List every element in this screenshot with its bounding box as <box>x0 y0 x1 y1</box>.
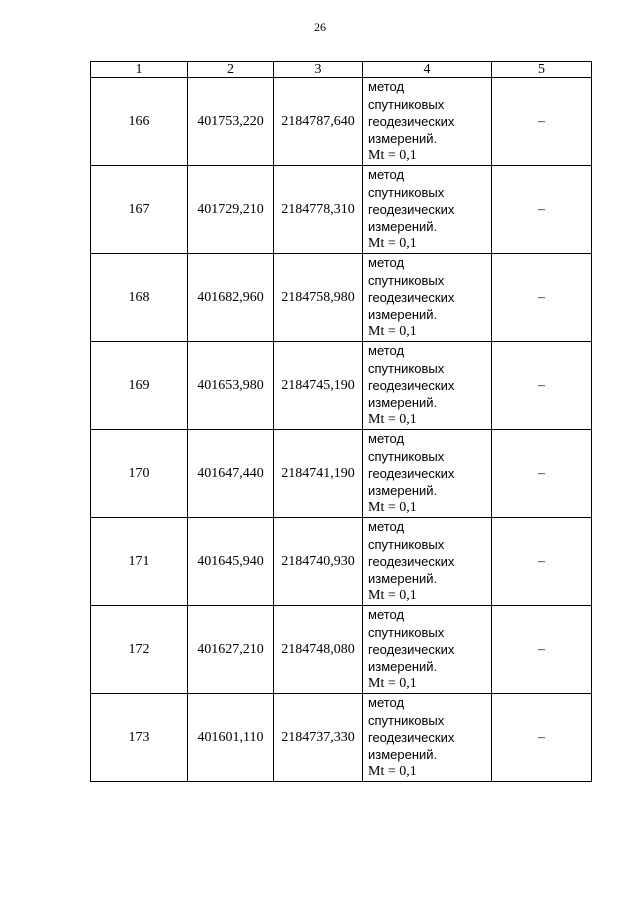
column-header-3: 3 <box>274 62 363 78</box>
method-cell <box>363 606 492 694</box>
point-number-cell: 167 <box>91 166 188 254</box>
column-header-2: 2 <box>188 62 274 78</box>
method-cell <box>363 78 492 166</box>
x-coordinate-cell: 401647,440 <box>188 430 274 518</box>
table-row <box>91 166 592 254</box>
y-coordinate-cell: 2184745,190 <box>274 342 363 430</box>
method-line: спутниковых <box>368 96 445 112</box>
note-cell: – <box>492 342 592 430</box>
method-line: геодезических <box>368 465 455 481</box>
method-line: измерений. <box>368 483 438 499</box>
table-row <box>91 518 592 606</box>
x-coordinate-cell: 401627,210 <box>188 606 274 694</box>
table-row <box>91 694 592 782</box>
point-number-cell: 166 <box>91 78 188 166</box>
table-body <box>91 78 592 782</box>
note-cell: – <box>492 78 592 166</box>
x-coordinate-cell: 401653,980 <box>188 342 274 430</box>
method-cell <box>363 430 492 518</box>
point-number-cell: 169 <box>91 342 188 430</box>
accuracy-value: Mt = 0,1 <box>368 588 417 604</box>
method-line: измерений. <box>368 307 438 323</box>
method-line: геодезических <box>368 641 455 657</box>
y-coordinate-cell: 2184758,980 <box>274 254 363 342</box>
method-line: метод <box>368 695 405 711</box>
accuracy-value: Mt = 0,1 <box>368 764 417 780</box>
point-number-cell: 171 <box>91 518 188 606</box>
accuracy-value: Mt = 0,1 <box>368 148 417 164</box>
accuracy-value: Mt = 0,1 <box>368 324 417 340</box>
method-line: измерений. <box>368 659 438 675</box>
method-line: геодезических <box>368 729 455 745</box>
column-header-5: 5 <box>492 62 592 78</box>
method-line: метод <box>368 431 405 447</box>
method-cell <box>363 342 492 430</box>
y-coordinate-cell: 2184737,330 <box>274 694 363 782</box>
method-line: геодезических <box>368 201 455 217</box>
method-line: метод <box>368 519 405 535</box>
method-line: измерений. <box>368 571 438 587</box>
x-coordinate-cell: 401601,110 <box>188 694 274 782</box>
note-cell: – <box>492 430 592 518</box>
method-cell <box>363 254 492 342</box>
table-row <box>91 342 592 430</box>
y-coordinate-cell: 2184748,080 <box>274 606 363 694</box>
y-coordinate-cell: 2184778,310 <box>274 166 363 254</box>
point-number-cell: 170 <box>91 430 188 518</box>
method-line: измерений. <box>368 747 438 763</box>
accuracy-value: Mt = 0,1 <box>368 412 417 428</box>
method-line: геодезических <box>368 553 455 569</box>
method-line: спутниковых <box>368 272 445 288</box>
table-row <box>91 78 592 166</box>
note-cell: – <box>492 606 592 694</box>
column-header-1: 1 <box>91 62 188 78</box>
column-header-4: 4 <box>363 62 492 78</box>
note-cell: – <box>492 254 592 342</box>
method-cell <box>363 694 492 782</box>
method-line: метод <box>368 79 405 95</box>
method-line: спутниковых <box>368 712 445 728</box>
method-line: спутниковых <box>368 624 445 640</box>
method-line: измерений. <box>368 131 438 147</box>
method-line: геодезических <box>368 113 455 129</box>
point-number-cell: 173 <box>91 694 188 782</box>
method-line: спутниковых <box>368 536 445 552</box>
note-cell: – <box>492 694 592 782</box>
note-cell: – <box>492 518 592 606</box>
x-coordinate-cell: 401645,940 <box>188 518 274 606</box>
note-cell: – <box>492 166 592 254</box>
table-header-row <box>91 62 592 78</box>
table-row <box>91 606 592 694</box>
accuracy-value: Mt = 0,1 <box>368 676 417 692</box>
x-coordinate-cell: 401682,960 <box>188 254 274 342</box>
y-coordinate-cell: 2184787,640 <box>274 78 363 166</box>
method-line: измерений. <box>368 219 438 235</box>
x-coordinate-cell: 401729,210 <box>188 166 274 254</box>
method-line: измерений. <box>368 395 438 411</box>
method-line: метод <box>368 255 405 271</box>
method-line: спутниковых <box>368 448 445 464</box>
method-line: метод <box>368 343 405 359</box>
method-line: метод <box>368 167 405 183</box>
method-line: геодезических <box>368 377 455 393</box>
method-line: спутниковых <box>368 360 445 376</box>
method-line: геодезических <box>368 289 455 305</box>
y-coordinate-cell: 2184741,190 <box>274 430 363 518</box>
accuracy-value: Mt = 0,1 <box>368 500 417 516</box>
coordinates-table <box>90 61 592 782</box>
x-coordinate-cell: 401753,220 <box>188 78 274 166</box>
accuracy-value: Mt = 0,1 <box>368 236 417 252</box>
table-row <box>91 254 592 342</box>
table-row <box>91 430 592 518</box>
method-line: метод <box>368 607 405 623</box>
method-line: спутниковых <box>368 184 445 200</box>
method-cell <box>363 518 492 606</box>
page-number: 26 <box>314 20 326 34</box>
method-cell <box>363 166 492 254</box>
point-number-cell: 172 <box>91 606 188 694</box>
point-number-cell: 168 <box>91 254 188 342</box>
y-coordinate-cell: 2184740,930 <box>274 518 363 606</box>
